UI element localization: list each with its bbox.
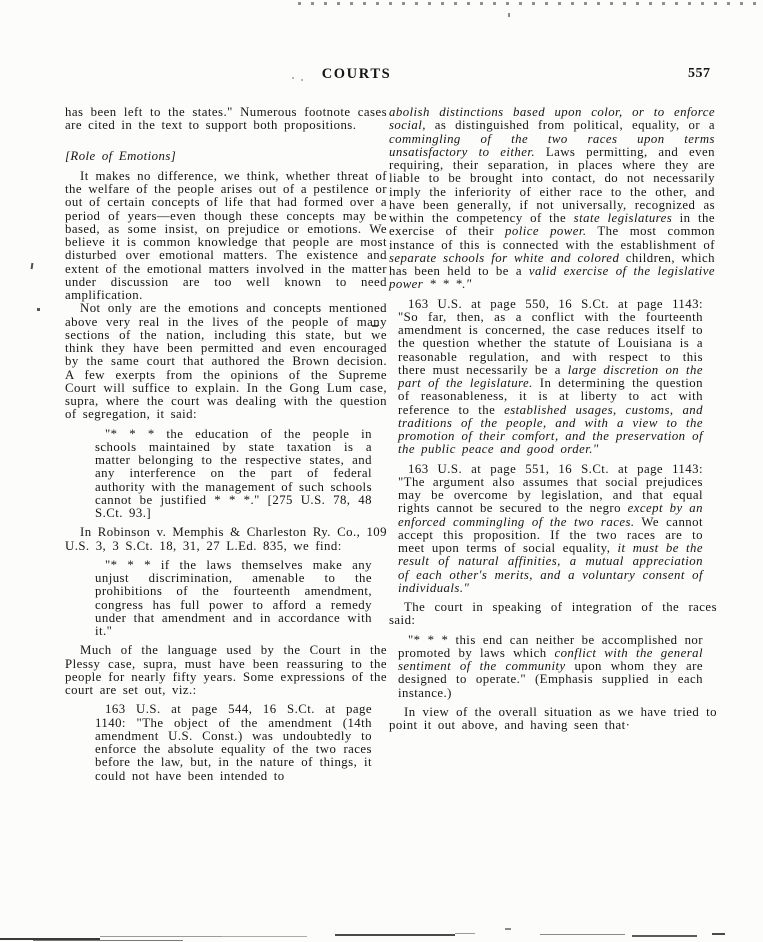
text-run: upon whom they are designed to operate." (Emphasis supplied in each instance.)	[398, 659, 703, 700]
scan-artifact-smudge	[505, 928, 511, 930]
block-quote	[398, 463, 703, 596]
italic-text-run: separate schools for white and colored	[389, 250, 620, 265]
italic-text-run: it must be the result of natural affinities, a mutual appreciation of each other's merits, and a voluntary consent of individuals."	[398, 541, 703, 595]
body-paragraph	[65, 644, 387, 697]
scan-artifact-smudge	[632, 935, 697, 937]
text-run: in the exercise of their	[389, 211, 715, 239]
body-paragraph	[389, 706, 717, 733]
italic-text-run: state legislatures	[573, 211, 673, 225]
text-run: In Robinson v. Memphis & Charleston Ry. Co., 109 U.S. 3, 3 S.Ct. 18, 31, 27 L.Ed. 835, we find:	[65, 525, 387, 553]
text-run: Laws permitting, and even requiring, their separation, in places where they are liable to be brought into contact, do not necessarily imply the inferiority of either race to the other, and have been generally, if not universally, recognized as within the competency of the	[389, 144, 715, 225]
block-quote	[398, 298, 703, 457]
text-run: as distinguished from political, equality, or a	[425, 118, 715, 133]
scan-artifact-smudge	[335, 934, 455, 936]
left-column	[65, 106, 387, 789]
scan-artifact-margin-dot	[37, 308, 40, 311]
text-run: It makes no difference, we think, whether threat of the welfare of the people arises out of a pestilence or out of certain concepts of life that had formed over a period of years—even though these concepts may be based, as some insist, on prejudice or emotions. We believe it is common knowledge that people are most disturbed over emotional matters. The existence and extent of the emotional matters involved in the matter under discussion are too well known to need amplification.	[65, 168, 387, 302]
text-run: In view of the overall situation as we have tried to point it out above, and having seen that·	[389, 704, 717, 732]
scan-artifact-smudge	[455, 933, 475, 934]
body-paragraph	[65, 106, 387, 133]
block-quote	[95, 428, 372, 521]
body-paragraph	[65, 526, 387, 553]
text-run: Not only are the emotions and concepts mentioned above very real in the lives of the people of many sections of the nation, including this state, but we think they have been permitted and even encouraged by the same court that authored the Brown decision. A few exerpts from the opinions of the Supreme Court will suffice to explain. In the Gong Lum case, supra, where the court was dealing with the question of segregation, it said:	[65, 301, 387, 422]
scan-artifact-smudge	[222, 936, 307, 937]
italic-text-run: police power.	[505, 224, 587, 239]
italic-text-run: except by an enforced commingling of the two races.	[398, 501, 703, 529]
italic-text-run: large discretion on the part of the legislature.	[398, 362, 703, 390]
right-column	[389, 106, 717, 732]
block-quote	[95, 703, 372, 783]
running-header	[0, 66, 763, 86]
scan-artifact-smudge	[540, 934, 625, 935]
scan-artifact-smudge	[712, 933, 725, 935]
text-run: "* * * if the laws themselves make any unjust discrimination, amenable to the prohibitions of the fourteenth amendment, congress has full power to afford a remedy under that amendment and in accordance with it."	[95, 557, 372, 638]
scan-artifact-margin-tick	[31, 263, 34, 269]
block-quote	[398, 634, 703, 700]
italic-text-run: established usages, customs, and traditions of the people, and with a view to the promotion of their comfort, and the preservation of the public peace and good order."	[398, 402, 703, 457]
scan-artifact-speck	[508, 13, 510, 17]
text-run: 163 U.S. at page 544, 16 S.Ct. at page 1140: "The object of the amendment (14th amendment U.S. Const.) was undoubtedly to enforce the absolute equality of the two races before the law, but, in the nature of things, it could not have been intended to	[95, 702, 372, 783]
italic-text-run: [Role of Emotions]	[65, 148, 177, 163]
text-run: The most common instance of this is connected with the establishment of	[389, 224, 715, 252]
block-quote	[389, 106, 715, 292]
italic-text-run: conflict with the general sentiment of the community	[398, 645, 703, 673]
body-paragraph	[65, 170, 387, 303]
running-header-title: COURTS	[321, 66, 392, 82]
text-run: 163 U.S. at page 551, 16 S.Ct. at page 1143: "The argument also assumes that social prejudices may be overcome by legislation, and that equal rights cannot be secured to the negro	[398, 461, 703, 516]
italic-text-run: valid exercise of the legislative power * * *."	[389, 264, 715, 292]
text-run: "* * * the education of the people in schools maintained by state taxation is a matter belonging to the respective states, and any interference on the part of federal authority with the management of such schools cannot be justified * * *." [275 U.S. 78, 48 S.Ct. 93.]	[95, 426, 372, 520]
scan-artifact-smudge	[33, 940, 183, 941]
text-run: Much of the language used by the Court in the Plessy case, supra, must have been reassuring to the people for nearly fifty years. Some expressions of the court are set out, viz.:	[65, 643, 387, 697]
block-quote	[95, 559, 372, 639]
text-run: In determining the question of reasonableness, it is at liberty to act with reference to the	[398, 376, 704, 417]
body-paragraph	[65, 302, 387, 421]
scan-artifact-dotted-line	[298, 2, 763, 5]
text-run: has been left to the states." Numerous footnote cases are cited in the text to support both propositions.	[65, 105, 387, 133]
text-run: children, which has been held to be a	[389, 250, 716, 278]
section-heading	[65, 150, 387, 163]
text-run: 163 U.S. at page 550, 16 S.Ct. at page 1143: "So far, then, as a conflict with the fourteenth amendment is concerned, the case reduces itself to the question whether the statute of Louisiana is a reasonable regulation, and with respect to this there must necessarily be a	[398, 296, 703, 377]
text-run: We cannot accept this proposition. If the two races are to meet upon terms of social equality,	[398, 514, 703, 555]
text-run: "* * * this end can neither be accomplished nor promoted by laws which	[398, 632, 703, 660]
text-run: The court in speaking of integration of the races said:	[389, 600, 717, 628]
italic-text-run: commingling of the two races upon terms unsatisfactory to either.	[389, 131, 715, 159]
page-number: 557	[688, 66, 711, 81]
italic-text-run: abolish distinctions based upon color, or to enforce social,	[389, 105, 715, 133]
body-paragraph	[389, 601, 717, 628]
